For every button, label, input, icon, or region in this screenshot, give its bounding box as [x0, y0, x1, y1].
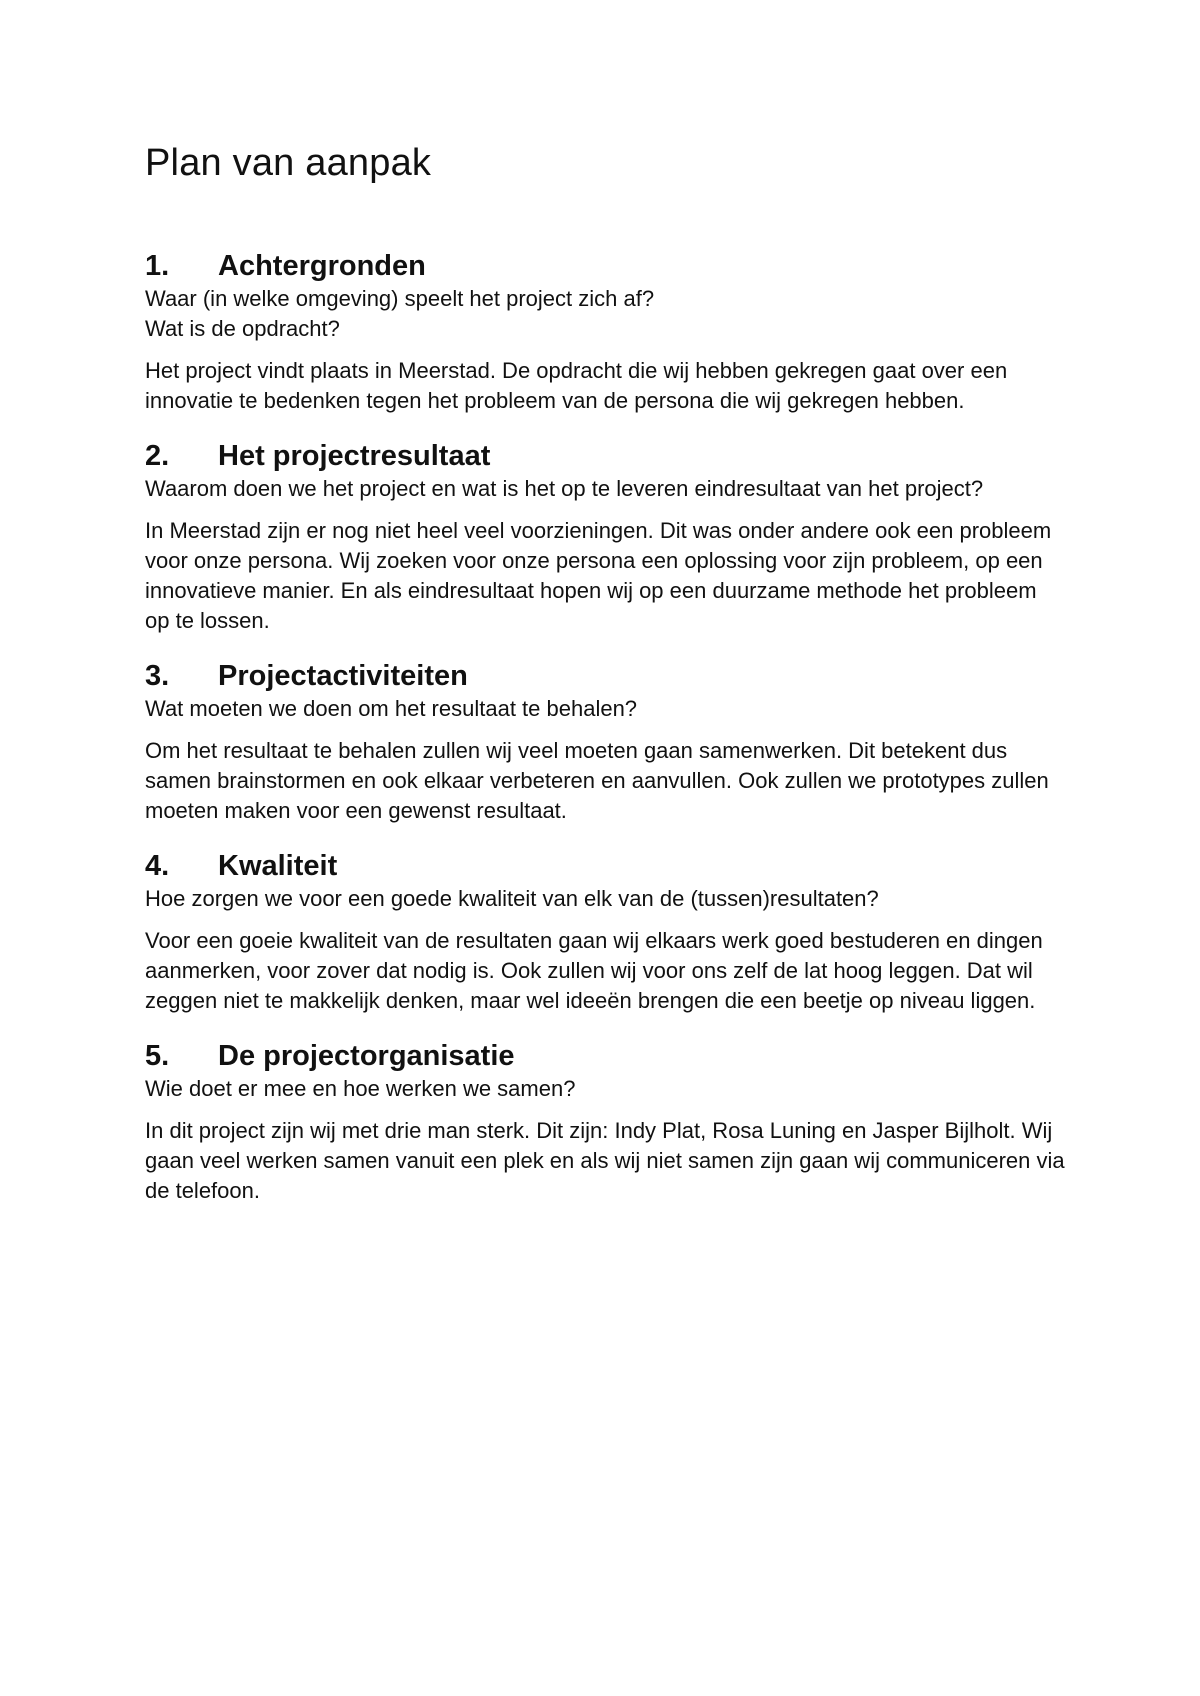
section-title: Kwaliteit — [218, 850, 338, 882]
section-number: 3. — [145, 660, 170, 692]
section-heading — [145, 658, 1065, 694]
section-number: 2. — [145, 440, 170, 472]
section-question: Hoe zorgen we voor een goede kwaliteit van elk van de (tussen)resultaten? — [145, 886, 879, 911]
section-title: De projectorganisatie — [218, 1040, 515, 1072]
section-answer: In Meerstad zijn er nog niet heel veel voorzieningen. Dit was onder andere ook een probleem voor onze persona. Wij zoeken voor onze persona een oplossing voor zijn probleem, op een innovatieve manier. En als eindresultaat hopen wij op een duurzame methode het probleem op te lossen. — [145, 518, 1052, 633]
section-heading — [145, 848, 1065, 884]
section-projectresultaat — [145, 438, 1065, 636]
section-number: 5. — [145, 1040, 170, 1072]
section-question: Waarom doen we het project en wat is het op te leveren eindresultaat van het project? — [145, 476, 984, 501]
section-number: 4. — [145, 850, 170, 882]
document-page — [145, 140, 1065, 1228]
section-kwaliteit — [145, 848, 1065, 1016]
document-title: Plan van aanpak — [145, 142, 432, 184]
section-question: Wat moeten we doen om het resultaat te behalen? — [145, 696, 638, 721]
section-answer: Voor een goeie kwaliteit van de resultaten gaan wij elkaars werk goed bestuderen en dingen aanmerken, voor zover dat nodig is. Ook zullen wij voor ons zelf de lat hoog leggen. Dat wil zeggen niet te makkelijk denken, maar wel ideeën brengen die een beetje op niveau liggen. — [145, 928, 1043, 1013]
section-title: Projectactiviteiten — [218, 660, 468, 692]
section-answer: Het project vindt plaats in Meerstad. De opdracht die wij hebben gekregen gaat over een innovatie te bedenken tegen het probleem van de persona die wij gekregen hebben. — [145, 358, 1008, 413]
section-question: Wie doet er mee en hoe werken we samen? — [145, 1076, 576, 1101]
section-answer: In dit project zijn wij met drie man sterk. Dit zijn: Indy Plat, Rosa Luning en Jasper Bijlholt. Wij gaan veel werken samen vanuit een plek en als wij niet samen zijn gaan wij communiceren via de telefoon. — [145, 1118, 1065, 1203]
section-projectorganisatie — [145, 1038, 1065, 1206]
section-title: Achtergronden — [218, 250, 426, 282]
section-achtergronden — [145, 248, 1065, 416]
section-question: Waar (in welke omgeving) speelt het project zich af? Wat is de opdracht? — [145, 286, 655, 341]
section-number: 1. — [145, 250, 170, 282]
section-answer: Om het resultaat te behalen zullen wij veel moeten gaan samenwerken. Dit betekent dus samen brainstormen en ook elkaar verbeteren en aanvullen. Ook zullen we prototypes zullen moeten maken voor een gewenst resultaat. — [145, 738, 1049, 823]
section-heading — [145, 248, 1065, 284]
section-heading — [145, 1038, 1065, 1074]
section-title: Het projectresultaat — [218, 440, 491, 472]
section-projectactiviteiten — [145, 658, 1065, 826]
section-heading — [145, 438, 1065, 474]
